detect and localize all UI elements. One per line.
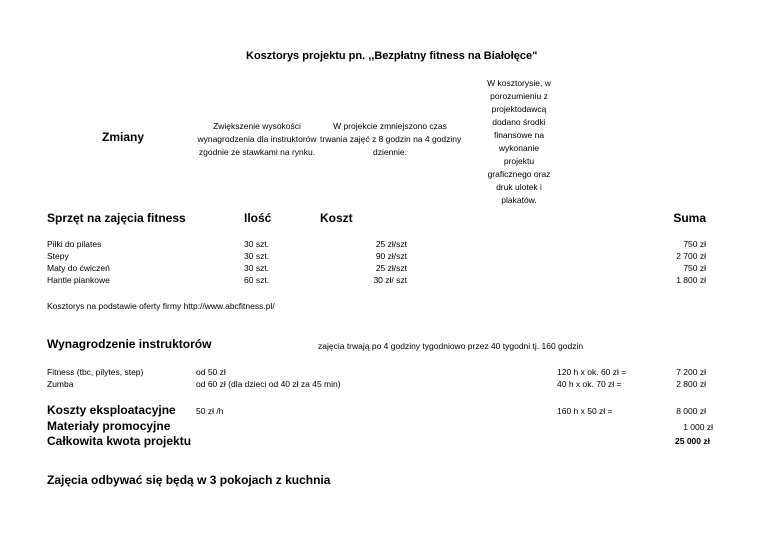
equipment-cost: 25 zł/szt <box>375 263 407 273</box>
equipment-qty: 60 szt. <box>244 275 270 285</box>
equipment-qty: 30 szt. <box>244 251 270 261</box>
instructor-calc: 120 h x ok. 60 zł = <box>557 367 627 377</box>
equipment-name: Stepy <box>47 251 69 261</box>
instructor-sum: 7 200 zł <box>676 367 706 377</box>
promo-label: Materiały promocyjne <box>47 419 171 433</box>
operating-sum: 8 000 zł <box>676 406 706 416</box>
changes-note-salary <box>192 120 322 159</box>
instructors-note: zajęcia trwają po 4 godziny tygodniowo przez 40 tygodni tj. 160 godzin <box>318 341 584 351</box>
instructors-heading: Wynagrodzenie instruktorów <box>47 337 212 351</box>
note-line: W kosztorysie, w <box>487 78 551 88</box>
note-line: trwania zajęć z 8 godzin na 4 godziny <box>320 134 462 144</box>
operating-label: Koszty eksploatacyjne <box>47 403 176 417</box>
note-line: dziennie. <box>372 147 408 157</box>
col-qty-header: Ilość <box>244 211 272 225</box>
equipment-names <box>47 238 110 286</box>
page-title: Kosztorys projektu pn. ,,Bezpłatny fitness na Białołęce" <box>246 50 538 62</box>
total-sum: 25 000 zł <box>675 436 710 446</box>
equipment-qty: 30 szt. <box>244 263 270 273</box>
equipment-cost: 90 zł/szt <box>375 251 407 261</box>
equipment-heading: Sprzęt na zajęcia fitness <box>47 211 186 225</box>
equipment-cost: 25 zł/szt <box>375 239 407 249</box>
equipment-qty: 30 szt. <box>244 239 270 249</box>
instructor-sum: 2 800 zł <box>676 379 706 389</box>
equipment-sum: 2 700 zł <box>676 251 706 261</box>
note-line: projektu <box>503 156 535 166</box>
note-line: projektodawcą <box>491 104 547 114</box>
instructor-sums <box>640 366 706 390</box>
col-cost-header: Koszt <box>320 211 353 225</box>
total-label: Całkowita kwota projektu <box>47 434 192 448</box>
equipment-sums <box>640 238 706 286</box>
promo-sum: 1 000 zł <box>683 422 713 432</box>
source-note: Kosztorys na podstawie oferty firmy http://www.abcfitness.pl/ <box>47 301 275 311</box>
instructor-names <box>47 366 143 390</box>
equipment-sum: 1 800 zł <box>676 275 706 285</box>
note-line: zgodnie ze stawkami na rynku. <box>198 147 316 157</box>
instructor-rate: od 50 zł <box>196 367 226 377</box>
equipment-sum: 750 zł <box>683 239 706 249</box>
instructor-name: Zumba <box>47 379 74 389</box>
instructor-rate: od 60 zł (dla dzieci od 40 zł za 45 min) <box>196 379 341 389</box>
note-line: Zwiększenie wysokości <box>213 121 301 131</box>
changes-note-graphics <box>474 77 564 207</box>
note-line: graficznego oraz <box>487 169 551 179</box>
changes-heading: Zmiany <box>102 130 145 144</box>
equipment-sum: 750 zł <box>683 263 706 273</box>
instructor-name: Fitness (tbc, pilytes, step) <box>47 367 144 377</box>
note-line: wykonanie <box>498 143 540 153</box>
note-line: finansowe na <box>493 130 545 140</box>
instructor-calcs <box>557 366 626 390</box>
changes-note-hours <box>320 120 460 159</box>
instructor-calc: 40 h x ok. 70 zł = <box>557 379 622 389</box>
note-line: dodano środki <box>492 117 546 127</box>
note-line: W projekcie zmniejszono czas <box>333 121 447 131</box>
col-sum-header: Suma <box>673 211 706 225</box>
note-line: druk ulotek i <box>496 182 542 192</box>
note-line: plakatów. <box>501 195 537 205</box>
equipment-costs <box>340 238 407 286</box>
equipment-qtys <box>244 238 269 286</box>
equipment-name: Hantle piankowe <box>47 275 110 285</box>
equipment-cost: 30 zł/ szt <box>373 275 407 285</box>
operating-calc: 160 h x 50 zł = <box>557 406 613 416</box>
equipment-name: Piłki do pilates <box>47 239 102 249</box>
note-line: porozumieniu z <box>490 91 548 101</box>
operating-rate: 50 zł /h <box>196 406 224 416</box>
footer-note: Zajęcia odbywać się będą w 3 pokojach z kuchnia <box>47 473 331 487</box>
instructor-rates <box>196 366 341 390</box>
equipment-name: Maty do ćwiczeń <box>47 263 110 273</box>
note-line: wynagrodzenia dla instruktorów <box>197 134 317 144</box>
